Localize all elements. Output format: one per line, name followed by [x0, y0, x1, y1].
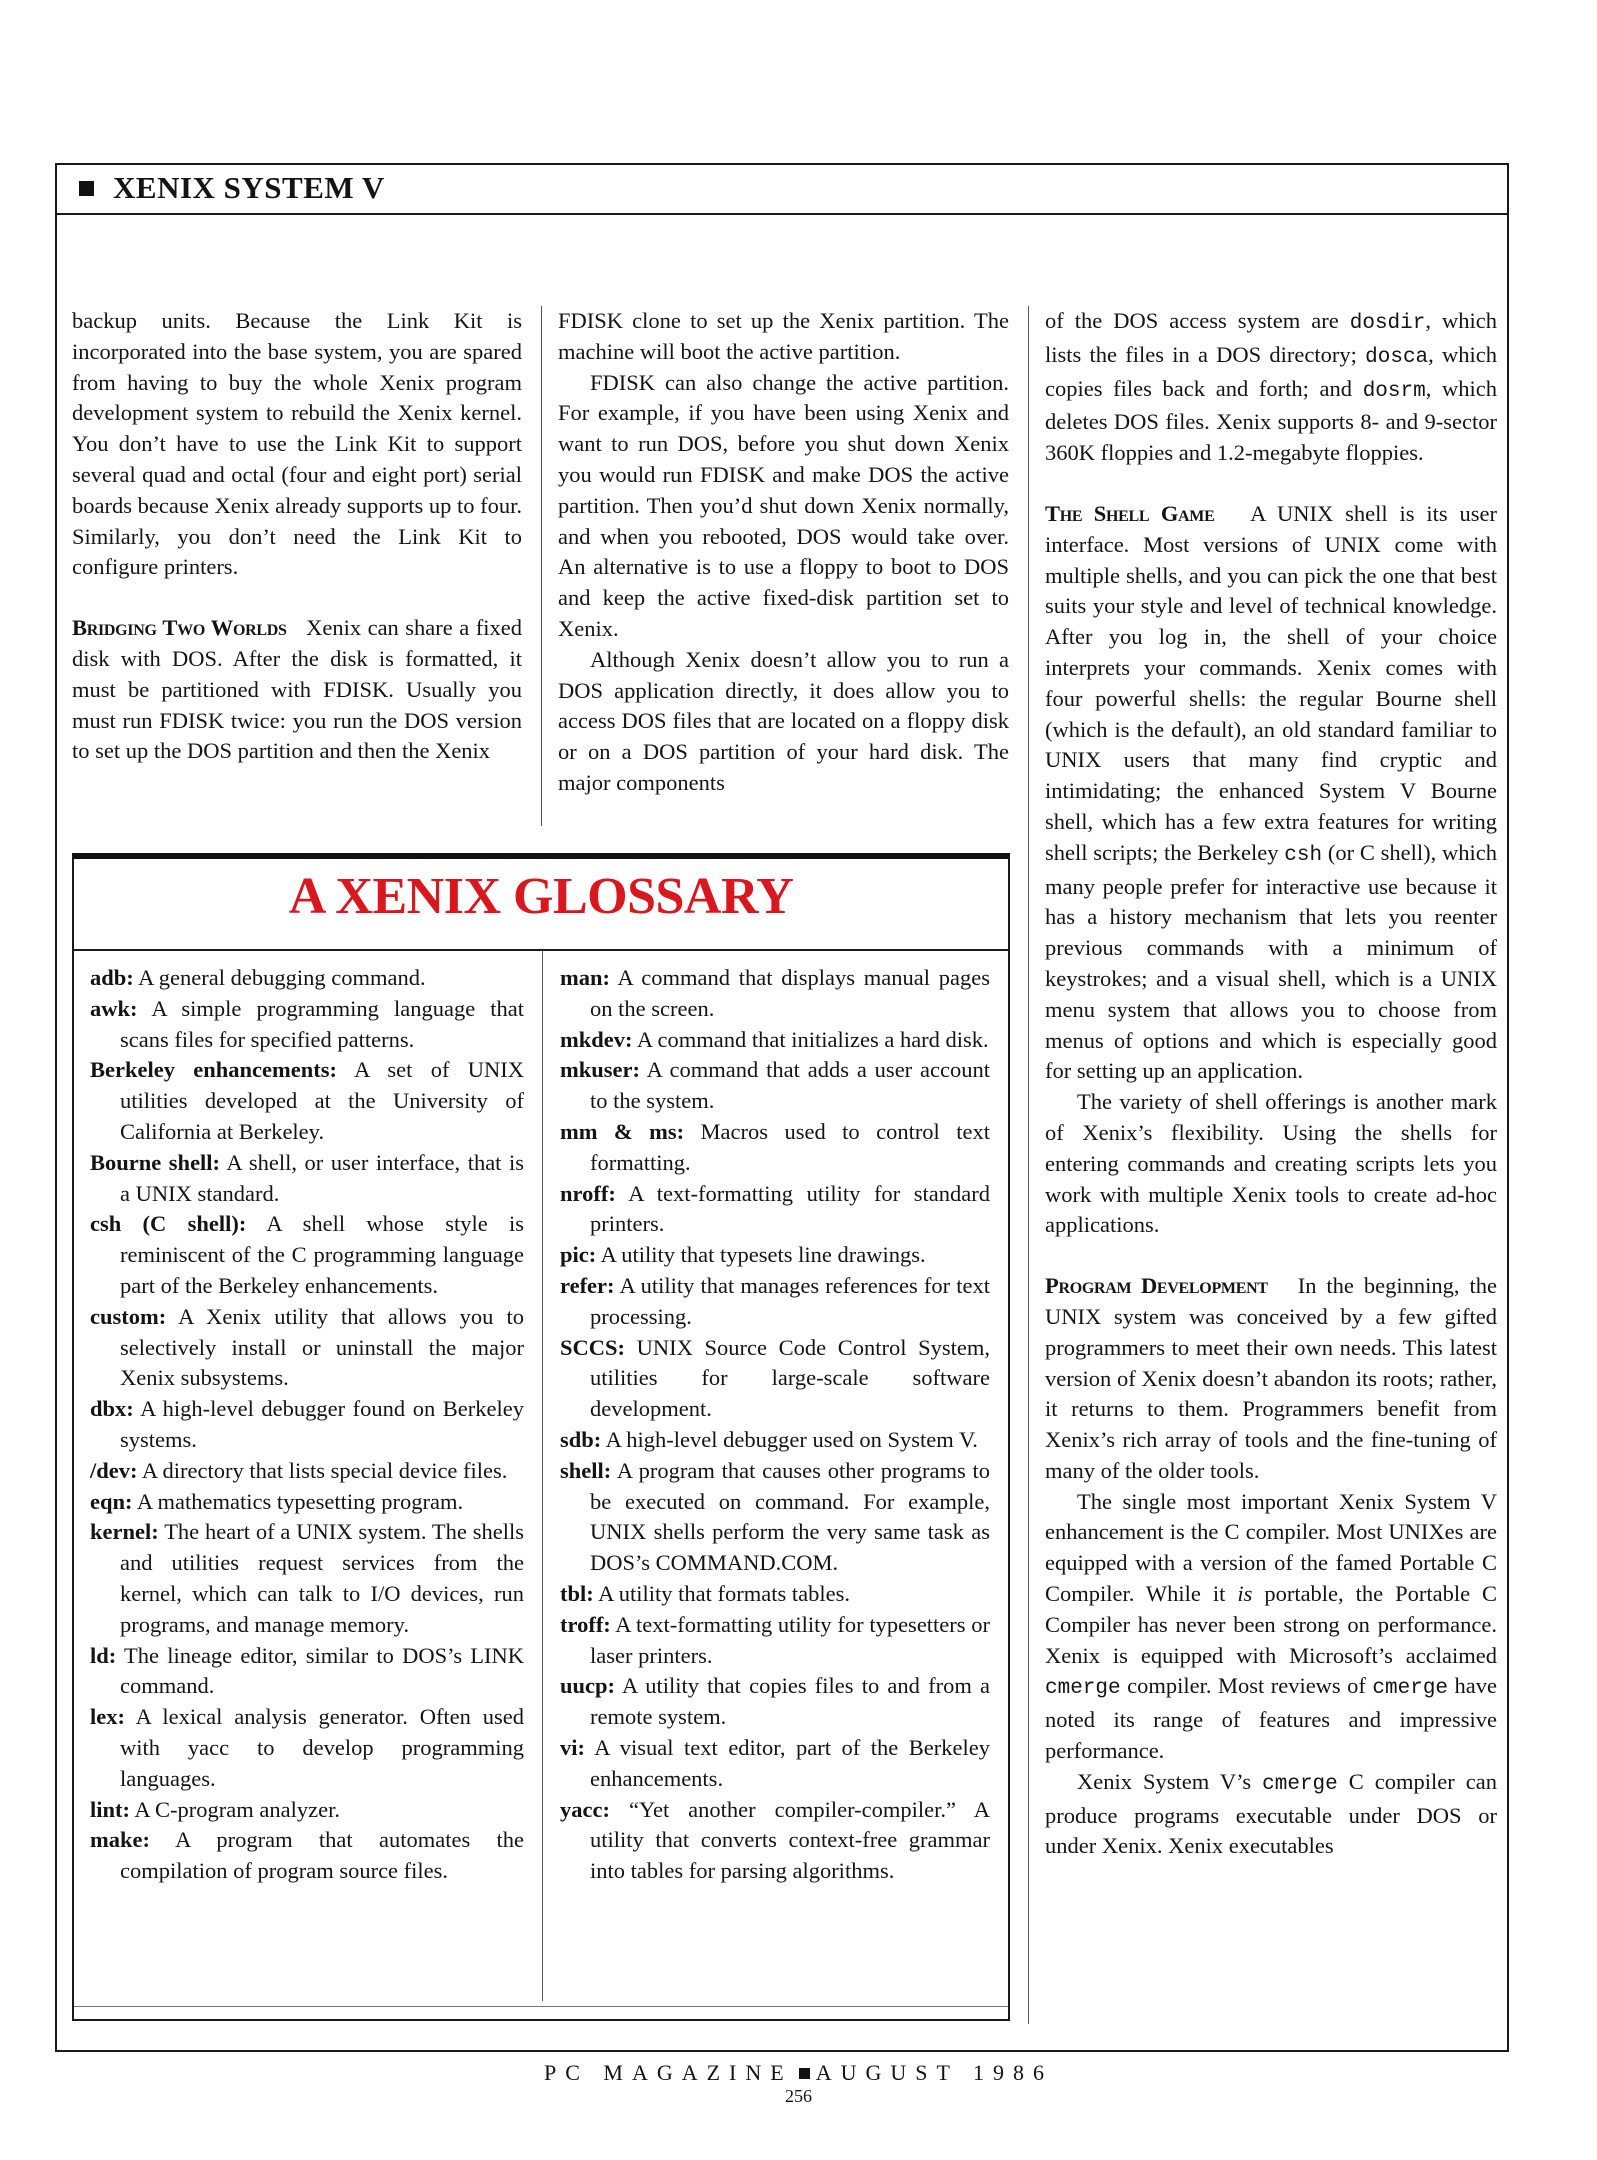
col2-paragraph-3: Although Xenix doesn’t allow you to run a DOS application directly, it does allow you to access DOS files that are located on a floppy disk or on a DOS partition of your hard disk. The major components	[558, 646, 1009, 795]
glossary-definition: The heart of a UNIX system. The shells and utilities request services from the kernel, which can talk to I/O devices, run programs, and manage memory.	[120, 1519, 525, 1637]
glossary-bottom-rule	[74, 2006, 1008, 2007]
section-header	[57, 165, 1507, 215]
glossary-definition: A command that displays manual pages on the screen.	[590, 965, 990, 1021]
subhead-program-development: Program Development	[1045, 1273, 1268, 1299]
glossary-term: shell:	[560, 1457, 612, 1483]
footer-date: AUGUST 1986	[815, 2060, 1054, 2085]
glossary-left-column	[90, 963, 524, 1887]
glossary-definition: A utility that copies files to and from a remote system.	[590, 1673, 991, 1730]
glossary-entry	[90, 1456, 524, 1487]
glossary-entry	[560, 963, 990, 1025]
glossary-term: make:	[90, 1827, 150, 1853]
glossary-definition: A set of UNIX utilities developed at the University of California at Berkeley.	[120, 1057, 525, 1144]
glossary-term: pic:	[560, 1242, 597, 1268]
glossary-definition: A shell whose style is reminiscent of the C programming language part of the Berkeley enhancements.	[120, 1211, 524, 1298]
glossary-entry	[560, 1179, 990, 1241]
glossary-term: /dev:	[90, 1457, 138, 1483]
glossary-entry	[560, 1271, 990, 1333]
glossary-term: ld:	[90, 1642, 117, 1668]
glossary-term: yacc:	[560, 1796, 610, 1822]
glossary-entry	[90, 1055, 524, 1147]
glossary-entry	[560, 1671, 990, 1733]
glossary-entry	[90, 1702, 524, 1794]
col3-paragraph-1: of the DOS access system are dosdir, which lists the files in a DOS directory; dosca, which copies files back and forth; and dosrm, which deletes DOS files. Xenix supports 8- and 9-sector 360K floppies and 1.2-megabyte floppies.	[1045, 308, 1498, 466]
glossary-term: csh (C shell):	[90, 1211, 247, 1237]
glossary-definition: A general debugging command.	[138, 965, 426, 990]
glossary-entry	[560, 1333, 990, 1425]
glossary-definition: A program that automates the compilation of program source files.	[120, 1827, 524, 1884]
glossary-entry	[90, 1641, 524, 1703]
glossary-term: Berkeley enhancements:	[90, 1057, 338, 1083]
glossary-term: mkdev:	[560, 1026, 633, 1052]
glossary-term: awk:	[90, 995, 138, 1021]
glossary-term: kernel:	[90, 1519, 159, 1545]
glossary-title-bar	[74, 859, 1008, 951]
glossary-box	[72, 853, 1010, 2021]
glossary-term: dbx:	[90, 1396, 134, 1422]
glossary-term: man:	[560, 965, 610, 990]
glossary-entry	[90, 1209, 524, 1301]
col3-paragraph-5: The single most important Xenix System V enhancement is the C compiler. Most UNIXes are equipped with a version of the famed Portable C Compiler. While it is portable, the Portable C Compiler has never been strong on performance. Xenix is equipped with Microsoft’s acclaimed cmerge compiler. Most reviews of cmerge have noted its range of features and impressive performance.	[1045, 1488, 1498, 1764]
glossary-term: custom:	[90, 1303, 167, 1329]
subhead-bridging: Bridging Two Worlds	[72, 615, 287, 641]
glossary-definition: Macros used to control text formatting.	[590, 1118, 990, 1175]
glossary-entry	[560, 1795, 990, 1887]
glossary-entry	[90, 1825, 524, 1887]
glossary-definition: A simple programming language that scans files for specified patterns.	[120, 995, 524, 1052]
col2-paragraph-1: FDISK clone to set up the Xenix partition. The machine will boot the active partition.	[558, 308, 1009, 364]
glossary-entry	[90, 994, 524, 1056]
col3-paragraph-3: The variety of shell offerings is another mark of Xenix’s flexibility. Using the shells for entering commands and creating scripts lets you work with multiple Xenix tools to create ad-hoc applications.	[1045, 1089, 1497, 1238]
glossary-term: mkuser:	[560, 1057, 640, 1083]
glossary-column-rule	[542, 951, 543, 2001]
glossary-entry	[560, 1456, 990, 1579]
glossary-definition: A command that adds a user account to the system.	[590, 1057, 990, 1114]
col2-paragraph-2: FDISK can also change the active partition. For example, if you have been using Xenix and want to run DOS, before you shut down Xenix you would run FDISK and make DOS the active partition. Then you’d shut down Xenix normally, and when you rebooted, DOS would take over. An alternative is to use a floppy to boot to DOS and keep the active fixed-disk partition set to Xenix.	[558, 369, 1009, 641]
glossary-definition: A text-formatting utility for typesetters or laser printers.	[590, 1611, 990, 1668]
glossary-term: SCCS:	[560, 1334, 626, 1360]
glossary-definition: The lineage editor, similar to DOS’s LINK command.	[120, 1642, 524, 1699]
glossary-term: troff:	[560, 1611, 611, 1637]
glossary-definition: A utility that manages references for text processing.	[590, 1272, 990, 1329]
glossary-term: nroff:	[560, 1180, 616, 1206]
glossary-term: Bourne shell:	[90, 1149, 221, 1175]
glossary-entry	[90, 1517, 524, 1640]
glossary-term: lex:	[90, 1704, 125, 1730]
subhead-shell-game: The Shell Game	[1045, 500, 1215, 526]
glossary-definition: UNIX Source Code Control System, utilities for large-scale software development.	[590, 1334, 990, 1422]
glossary-term: eqn:	[90, 1488, 133, 1514]
glossary-entry	[90, 1487, 524, 1518]
glossary-title: A XENIX GLOSSARY	[288, 868, 794, 925]
page-footer	[0, 2060, 1597, 2086]
glossary-definition: A shell, or user interface, that is a UNIX standard.	[120, 1149, 524, 1206]
page-number: 256	[785, 2086, 812, 2106]
glossary-definition: A utility that formats tables.	[598, 1580, 850, 1606]
glossary-definition: A mathematics typesetting program.	[136, 1488, 464, 1514]
glossary-definition: A lexical analysis generator. Often used with yacc to develop programming languages.	[120, 1704, 524, 1791]
glossary-term: tbl:	[560, 1580, 594, 1606]
column-2	[558, 306, 1009, 799]
glossary-definition: A utility that typesets line drawings.	[600, 1242, 926, 1268]
glossary-term: vi:	[560, 1734, 585, 1760]
glossary-right-column	[560, 963, 990, 1887]
column-rule-2	[1028, 306, 1029, 2024]
section-title: XENIX SYSTEM V	[113, 170, 385, 205]
footer-publication: PC MAGAZINE	[543, 2060, 793, 2085]
col1-paragraph-1: backup units. Because the Link Kit is incorporated into the base system, you are spared from having to buy the whole Xenix program development system to rebuild the Xenix kernel. You don’t have to use the Link Kit to support several quad and octal (four and eight port) serial boards because Xenix already supports up to four. Similarly, you don’t need the Link Kit to configure printers.	[72, 308, 522, 580]
glossary-entry	[90, 1795, 524, 1826]
glossary-entry	[90, 963, 524, 994]
glossary-term: mm & ms:	[560, 1118, 685, 1144]
glossary-definition: A directory that lists special device files.	[141, 1457, 508, 1483]
glossary-entry	[560, 1240, 990, 1271]
glossary-term: sdb:	[560, 1426, 602, 1452]
glossary-definition: A C-program analyzer.	[134, 1796, 340, 1822]
glossary-entry	[90, 1394, 524, 1456]
glossary-term: adb:	[90, 965, 134, 990]
glossary-definition: A high-level debugger found on Berkeley systems.	[120, 1396, 524, 1452]
col3-paragraph-2: The Shell Game A UNIX shell is its user interface. Most versions of UNIX come with multiple shells, and you can pick the one that best suits your style and level of technical knowledge. After you log in, the shell of your choice interprets your commands. Xenix comes with four powerful shells: the regular Bourne shell (which is the default), an old standard familiar to UNIX users that many find cryptic and intimidating; the enhanced System V Bourne shell, which has a few extra features for writing shell scripts; the Berkeley csh (or C shell), which many people prefer for interactive use because it has a history mechanism that lets you reenter previous commands with a minimum of keystrokes; and a visual shell, which is a UNIX menu system that allows you to choose from menus of options and which is especially good for setting up an application.	[1045, 500, 1498, 1084]
glossary-definition: A command that initializes a hard disk.	[636, 1026, 989, 1052]
column-3	[1045, 306, 1497, 1862]
footer-square-icon	[799, 2068, 810, 2079]
col3-paragraph-4: Program Development In the beginning, the UNIX system was conceived by a few gifted programmers to meet their own needs. This latest version of Xenix doesn’t abandon its roots; rather, it returns to them. Programmers benefit from Xenix’s rich array of tools and the fine-tuning of many of the older tools.	[1045, 1273, 1497, 1483]
glossary-entry	[560, 1025, 990, 1056]
col1-paragraph-2: Bridging Two Worlds Xenix can share a fixed disk with DOS. After the disk is formatted, it must be partitioned with FDISK. Usually you must run FDISK twice: you run the DOS version to set up the DOS partition and then the Xenix	[72, 615, 522, 764]
glossary-entry	[560, 1117, 990, 1179]
glossary-definition: A Xenix utility that allows you to selectively install or uninstall the major Xenix subsystems.	[120, 1303, 525, 1391]
glossary-entry	[560, 1055, 990, 1117]
glossary-definition: A high-level debugger used on System V.	[605, 1426, 978, 1452]
glossary-definition: A program that causes other programs to be executed on command. For example, UNIX shells perform the very same task as DOS’s COMMAND.COM.	[590, 1457, 990, 1576]
glossary-term: refer:	[560, 1272, 615, 1298]
glossary-entry	[90, 1148, 524, 1210]
glossary-definition: “Yet another compiler-compiler.” A utility that converts context-free grammar into tables for parsing algorithms.	[590, 1796, 991, 1884]
column-rule-1	[541, 306, 542, 826]
glossary-definition: A visual text editor, part of the Berkeley enhancements.	[590, 1734, 990, 1791]
glossary-term: uucp:	[560, 1673, 616, 1699]
glossary-entry	[560, 1610, 990, 1672]
col3-paragraph-6: Xenix System V’s cmerge C compiler can produce programs executable under DOS or under Xenix. Xenix executables	[1045, 1768, 1498, 1859]
glossary-term: lint:	[90, 1796, 131, 1822]
square-bullet-icon	[79, 181, 94, 196]
glossary-entry	[560, 1733, 990, 1795]
glossary-entry	[560, 1579, 990, 1610]
glossary-entry	[560, 1425, 990, 1456]
column-1	[72, 306, 522, 767]
glossary-entry	[90, 1302, 524, 1394]
glossary-definition: A text-formatting utility for standard printers.	[590, 1180, 990, 1237]
